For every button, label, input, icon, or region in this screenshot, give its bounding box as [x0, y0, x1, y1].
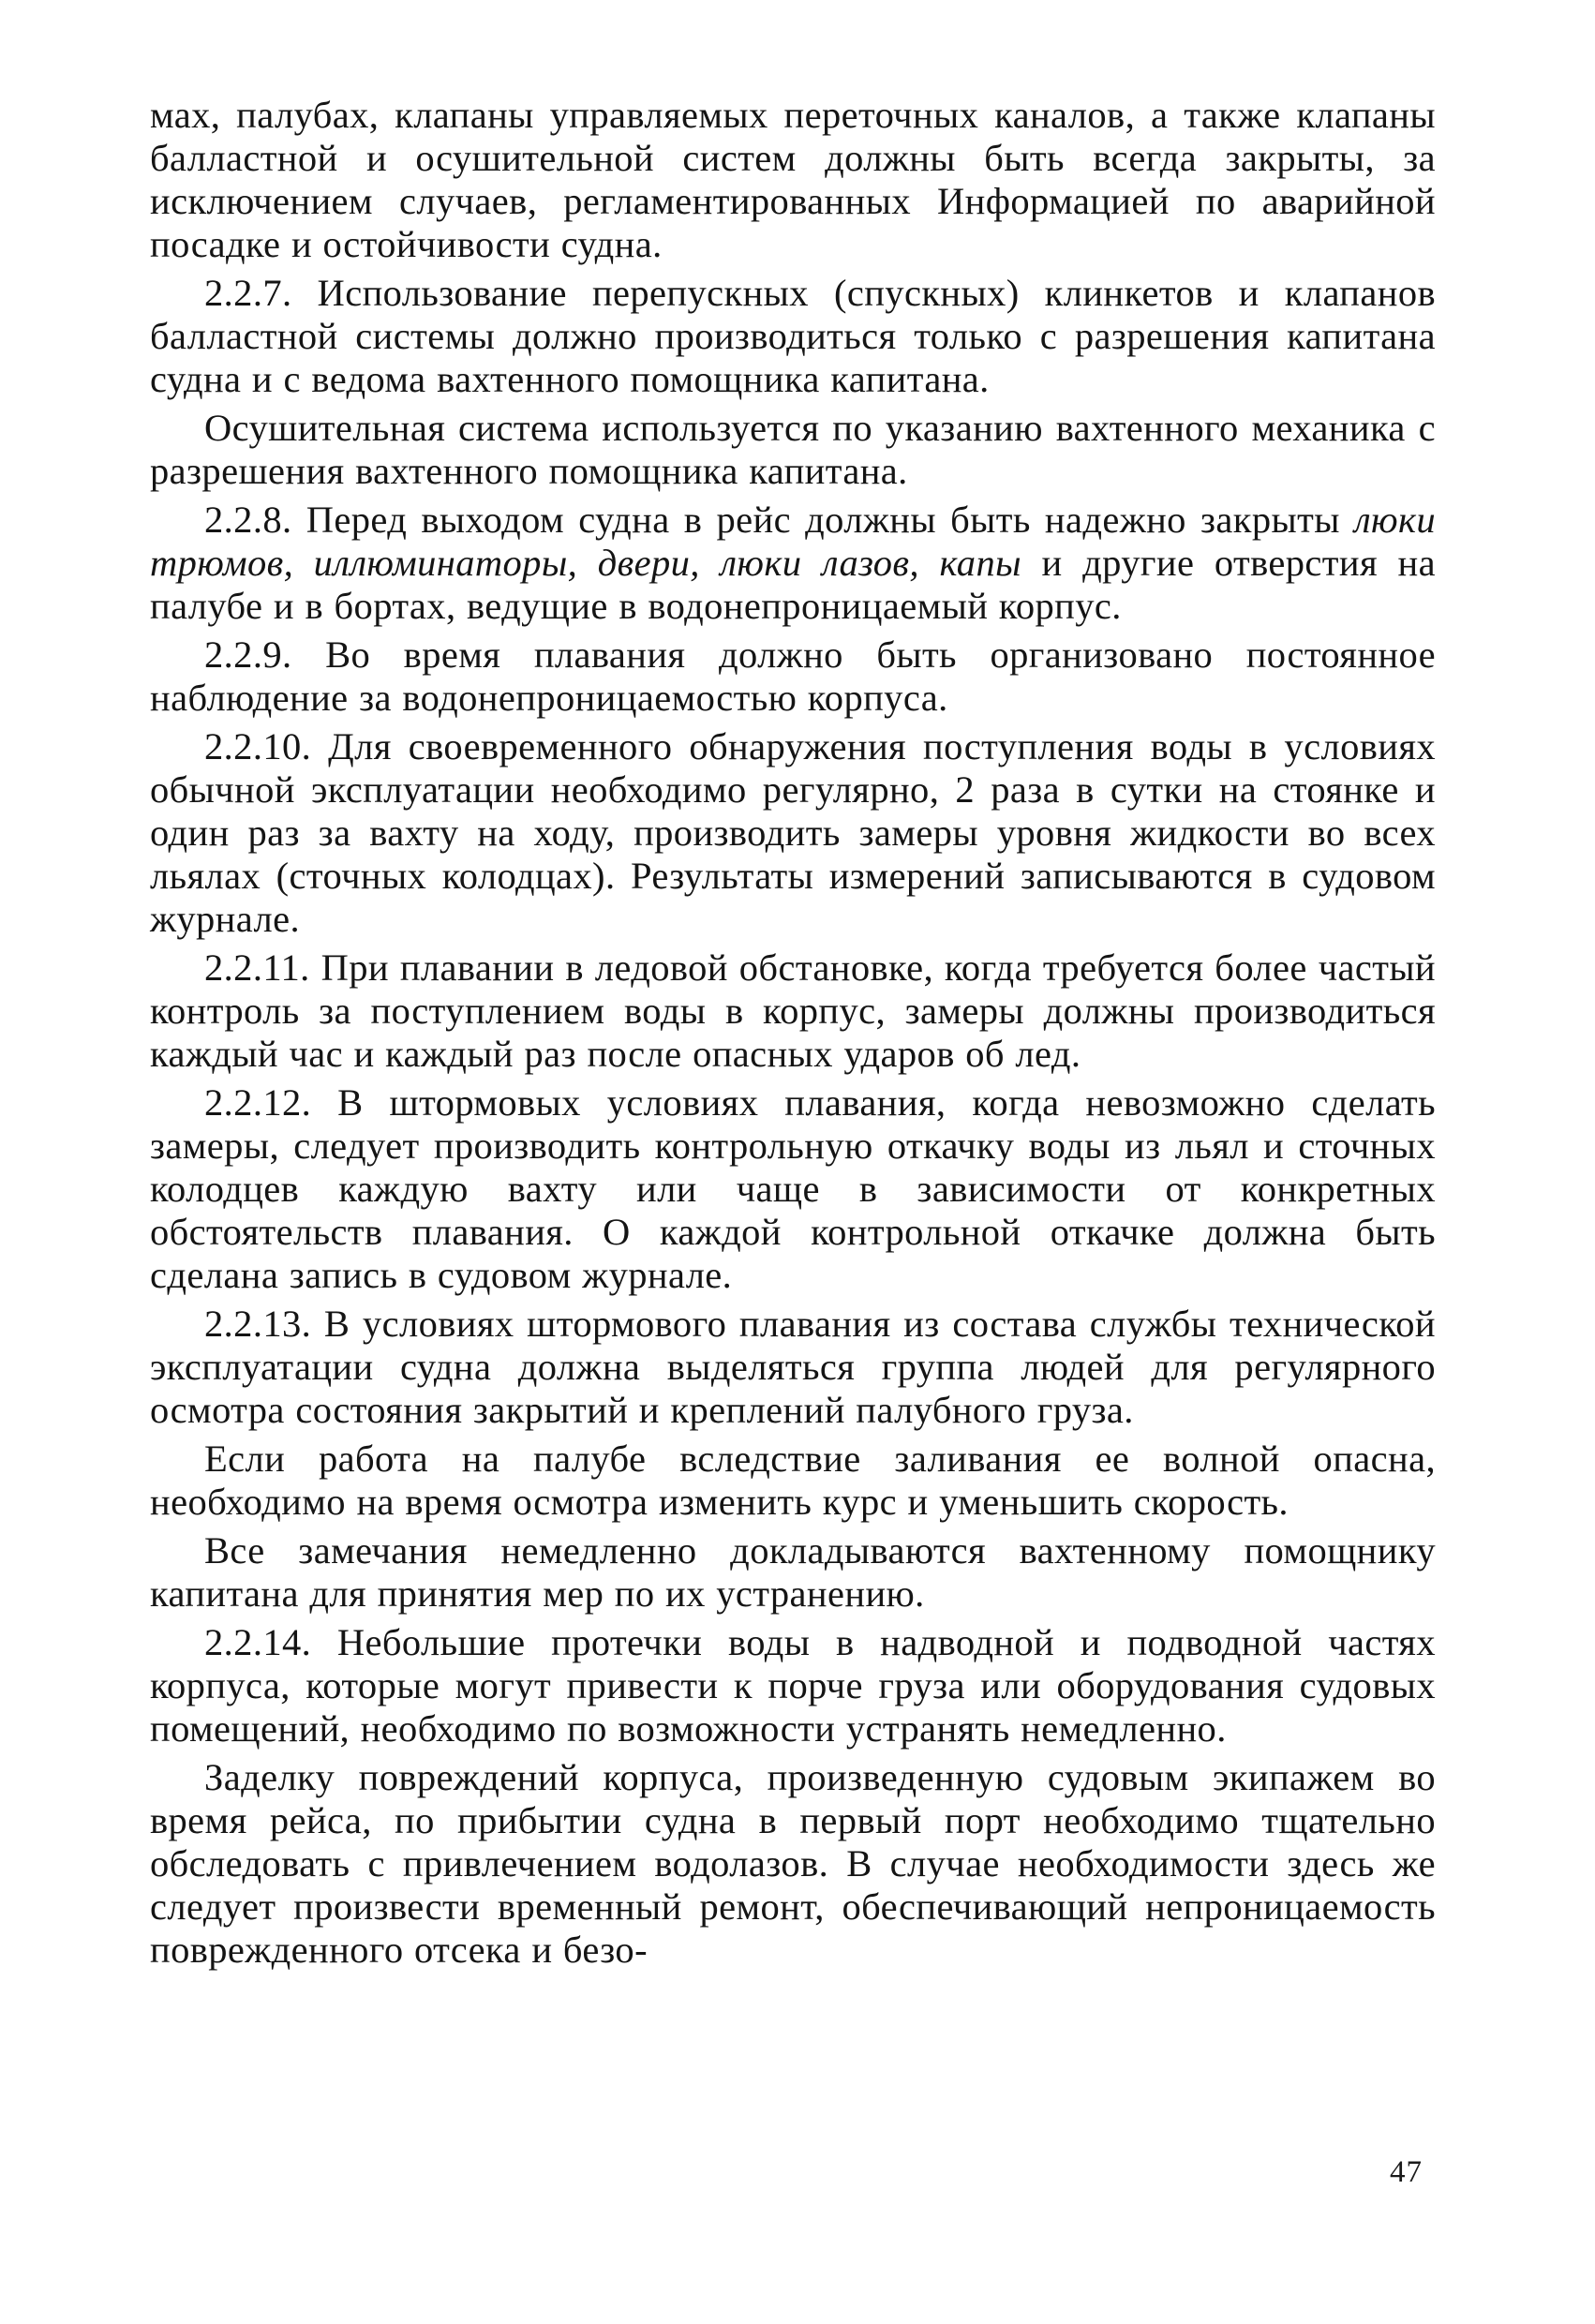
- paragraph-2-2-11: 2.2.11. При плавании в ледовой обстановке, когда требуется более частый контроль за поступлением воды в корпус, замеры должны производиться каждый час и каждый раз после опасных ударов об лед.: [150, 946, 1436, 1075]
- paragraph-2-2-8-start: 2.2.8. Перед выходом судна в рейс должны быть надежно закрыты: [204, 499, 1354, 541]
- paragraph-hull-repair: Заделку повреждений корпуса, произведенную судовым экипажем во время рейса, по прибытии судна в первый порт необходимо тщательно обследовать с привлечением водолазов. В случае необходимости здесь же следует произвести временный ремонт, обеспечивающий непроницаемость поврежденного отсека и безо-: [150, 1756, 1436, 1971]
- paragraph-2-2-8: [150, 499, 1436, 628]
- paragraph-2-2-12: 2.2.12. В штормовых условиях плавания, когда невозможно сделать замеры, следует производить контрольную откачку воды из льял и сточных колодцев каждую вахту или чаще в зависимости от конкретных обстоятельств плавания. О каждой контрольной откачке должна быть сделана запись в судовом журнале.: [150, 1081, 1436, 1296]
- paragraph-2-2-14: 2.2.14. Небольшие протечки воды в надводной и подводной частях корпуса, которые могут привести к порче груза или оборудования судовых помещений, необходимо по возможности устранять немедленно.: [150, 1621, 1436, 1750]
- paragraph-drainage-system: Осушительная система используется по указанию вахтенного механика с разрешения вахтенного помощника капитана.: [150, 407, 1436, 492]
- paragraph-2-2-8-end: и другие отверстия на палубе и в бортах, ведущие в водонепроницаемый корпус.: [150, 542, 1437, 627]
- paragraph-report-remarks: Все замечания немедленно докладываются вахтенному помощнику капитана для принятия мер по их устранению.: [150, 1529, 1436, 1615]
- paragraph-2-2-13: 2.2.13. В условиях штормового плавания из состава службы технической эксплуатации судна должна выделяться группа людей для регулярного осмотра состояния закрытий и креплений палубного груза.: [150, 1303, 1436, 1431]
- page-number: 47: [1390, 2155, 1423, 2189]
- paragraph-2-2-10: 2.2.10. Для своевременного обнаружения поступления воды в условиях обычной эксплуатации необходимо регулярно, 2 раза в сутки на стоянке и один раз за вахту на ходу, производить замеры уровня жидкости во всех льялах (сточных колодцах). Результаты измерений записываются в судовом журнале.: [150, 725, 1436, 940]
- page-body: [150, 94, 1436, 2305]
- paragraph-2-2-8-italic: люки трюмов, иллюминаторы, двери, люки лазов, капы: [150, 499, 1436, 584]
- paragraph-2-2-7: 2.2.7. Использование перепускных (спускных) клинкетов и клапанов балластной системы должно производиться только с разрешения капитана судна и с ведома вахтенного помощника капитана.: [150, 272, 1436, 400]
- paragraph-continuation: мах, палубах, клапаны управляемых переточных каналов, а также клапаны балластной и осушительной систем должны быть всегда закрыты, за исключением случаев, регламентированных Информацией по аварийной посадке и остойчивости судна.: [150, 94, 1436, 265]
- paragraph-2-2-9: 2.2.9. Во время плавания должно быть организовано постоянное наблюдение за водонепроницаемостью корпуса.: [150, 633, 1436, 719]
- paragraph-deck-danger: Если работа на палубе вследствие заливания ее волной опасна, необходимо на время осмотра изменить курс и уменьшить скорость.: [150, 1438, 1436, 1523]
